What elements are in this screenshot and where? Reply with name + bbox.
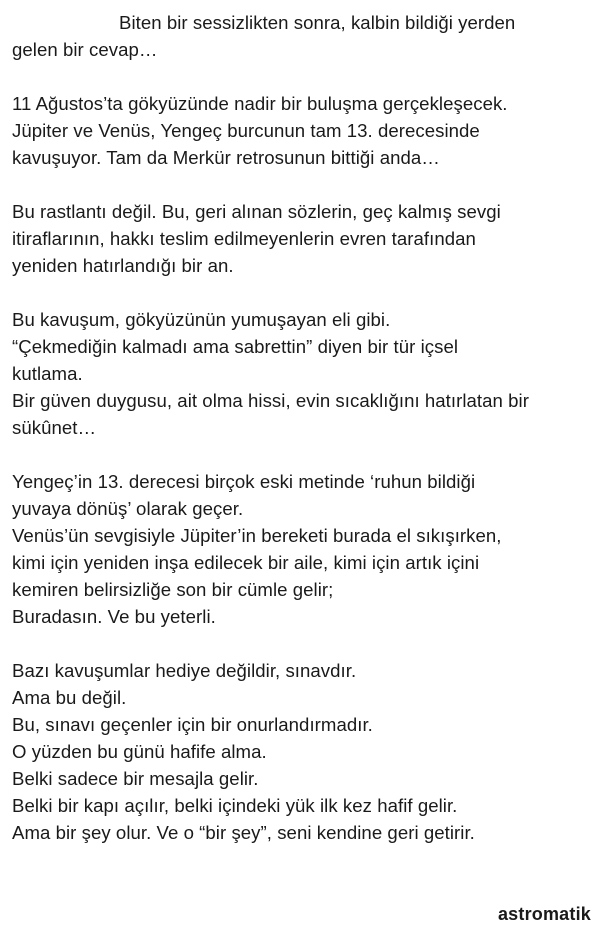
text-line: Yengeç’in 13. derecesi birçok eski metinde ‘ruhun bildiği [12, 471, 476, 492]
text-line: yeniden hatırlandığı bir an. [12, 255, 234, 276]
paragraph-3 [12, 198, 602, 279]
paragraph-gap [12, 63, 602, 90]
text-line: Bu, sınavı geçenler için bir onurlandırmadır. [12, 714, 373, 735]
text-line: “Çekmediğin kalmadı ama sabrettin” diyen bir tür içsel [12, 336, 459, 357]
text-line: Buradasın. Ve bu yeterli. [12, 606, 216, 627]
paragraph-1 [12, 9, 602, 63]
text-line: sükûnet… [12, 417, 97, 438]
text-line: kemiren belirsizliğe son bir cümle gelir; [12, 579, 334, 600]
text-line: Biten bir sessizlikten sonra, kalbin bildiği yerden [119, 12, 516, 33]
paragraph-gap [12, 441, 602, 468]
text-line: kavuşuyor. Tam da Merkür retrosunun bittiği anda… [12, 147, 440, 168]
text-line: Bir güven duygusu, ait olma hissi, evin sıcaklığını hatırlatan bir [12, 390, 529, 411]
text-line: Jüpiter ve Venüs, Yengeç burcunun tam 13. derecesinde [12, 120, 480, 141]
text-line: kutlama. [12, 363, 83, 384]
paragraph-gap [12, 630, 602, 657]
text-line: Bu rastlantı değil. Bu, geri alınan sözlerin, geç kalmış sevgi [12, 201, 501, 222]
paragraph-gap [12, 279, 602, 306]
paragraph-gap [12, 171, 602, 198]
paragraph-4 [12, 306, 602, 441]
document-body [12, 9, 602, 846]
text-line: O yüzden bu günü hafife alma. [12, 741, 267, 762]
text-line: itiraflarının, hakkı teslim edilmeyenlerin evren tarafından [12, 228, 476, 249]
signature-watermark: astromatik [497, 904, 591, 924]
text-line: Ama bu değil. [12, 687, 127, 708]
text-line: gelen bir cevap… [12, 39, 158, 60]
paragraph-5 [12, 468, 602, 630]
text-line: Bazı kavuşumlar hediye değildir, sınavdır. [12, 660, 357, 681]
text-line: yuvaya dönüş’ olarak geçer. [12, 498, 244, 519]
paragraph-2 [12, 90, 602, 171]
text-line: Venüs’ün sevgisiyle Jüpiter’in bereketi burada el sıkışırken, [12, 525, 502, 546]
paragraph-6 [12, 657, 602, 846]
text-line: kimi için yeniden inşa edilecek bir aile, kimi için artık içini [12, 552, 480, 573]
text-line: Ama bir şey olur. Ve o “bir şey”, seni kendine geri getirir. [12, 822, 475, 843]
text-line: Bu kavuşum, gökyüzünün yumuşayan eli gibi. [12, 309, 391, 330]
text-line: Belki sadece bir mesajla gelir. [12, 768, 259, 789]
text-line: Belki bir kapı açılır, belki içindeki yük ilk kez hafif gelir. [12, 795, 458, 816]
text-line: 11 Ağustos’ta gökyüzünde nadir bir buluşma gerçekleşecek. [12, 93, 508, 114]
